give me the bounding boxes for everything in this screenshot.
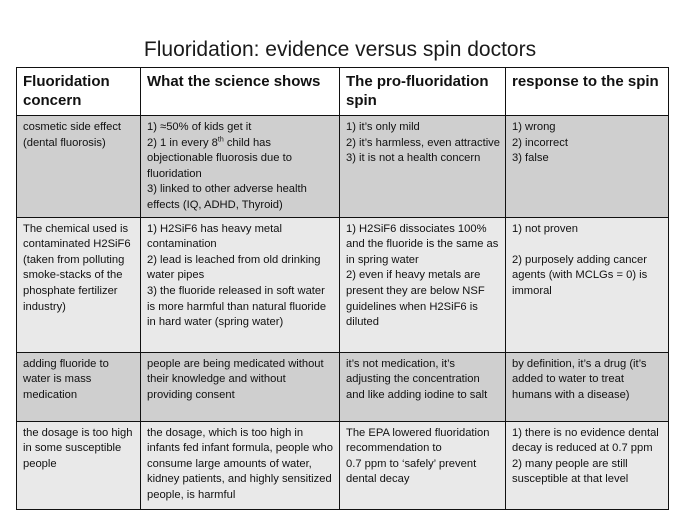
cell-concern: the dosage is too high in some susceptible people [17, 421, 141, 509]
cell-response: 1) wrong 2) incorrect 3) false [506, 116, 669, 218]
header-response: response to the spin [506, 68, 669, 116]
table-header-row [17, 68, 669, 116]
cell-response: 1) there is no evidence dental decay is reduced at 0.7 ppm 2) many people are still susceptible at that level [506, 421, 669, 509]
cell-science [141, 116, 340, 218]
cell-concern: The chemical used is contaminated H2SiF6 (taken from polluting smoke-stacks of the phosphate fertilizer industry) [17, 217, 141, 352]
table-row [17, 421, 669, 509]
cell-pro-spin: it’s not medication, it’s adjusting the concentration and like adding iodine to salt [340, 352, 506, 421]
cell-science-part1: 1) ≈50% of kids get it 2) 1 in every 8 [147, 121, 252, 149]
cell-science: people are being medicated without their knowledge and without providing consent [141, 352, 340, 421]
header-pro-spin: The pro-fluoridation spin [340, 68, 506, 116]
table-row [17, 352, 669, 421]
table-row [17, 217, 669, 352]
cell-science: 1) H2SiF6 has heavy metal contamination 2) lead is leached from old drinking water pipes 3) the fluoride released in soft water is more harmful than natural fluoride in hard water (spring water) [141, 217, 340, 352]
cell-concern: adding fluoride to water is mass medication [17, 352, 141, 421]
cell-response: 1) not proven 2) purposely adding cancer agents (with MCLGs = 0) is immoral [506, 217, 669, 352]
ordinal-suffix: th [217, 135, 224, 143]
cell-concern: cosmetic side effect (dental fluorosis) [17, 116, 141, 218]
cell-science-part2: child has objectionable fluorosis due to fluoridation 3) linked to other adverse health effects (IQ, ADHD, Thyroid) [147, 136, 307, 211]
header-science: What the science shows [141, 68, 340, 116]
cell-pro-spin: 1) H2SiF6 dissociates 100% and the fluoride is the same as in spring water 2) even if heavy metals are present they are below NSF guidelines when H2SiF6 is diluted [340, 217, 506, 352]
fluoridation-table [16, 67, 669, 510]
cell-pro-spin: The EPA lowered fluoridation recommendation to 0.7 ppm to ‘safely’ prevent dental decay [340, 421, 506, 509]
cell-science: the dosage, which is too high in infants fed infant formula, people who consume large amounts of water, kidney patients, and highly sensitized people, is harmful [141, 421, 340, 509]
cell-pro-spin: 1) it’s only mild 2) it’s harmless, even attractive 3) it is not a health concern [340, 116, 506, 218]
cell-response: by definition, it’s a drug (it’s added to water to treat humans with a disease) [506, 352, 669, 421]
table-row [17, 116, 669, 218]
header-concern: Fluoridation concern [17, 68, 141, 116]
page-title: Fluoridation: evidence versus spin doctors [143, 38, 537, 61]
